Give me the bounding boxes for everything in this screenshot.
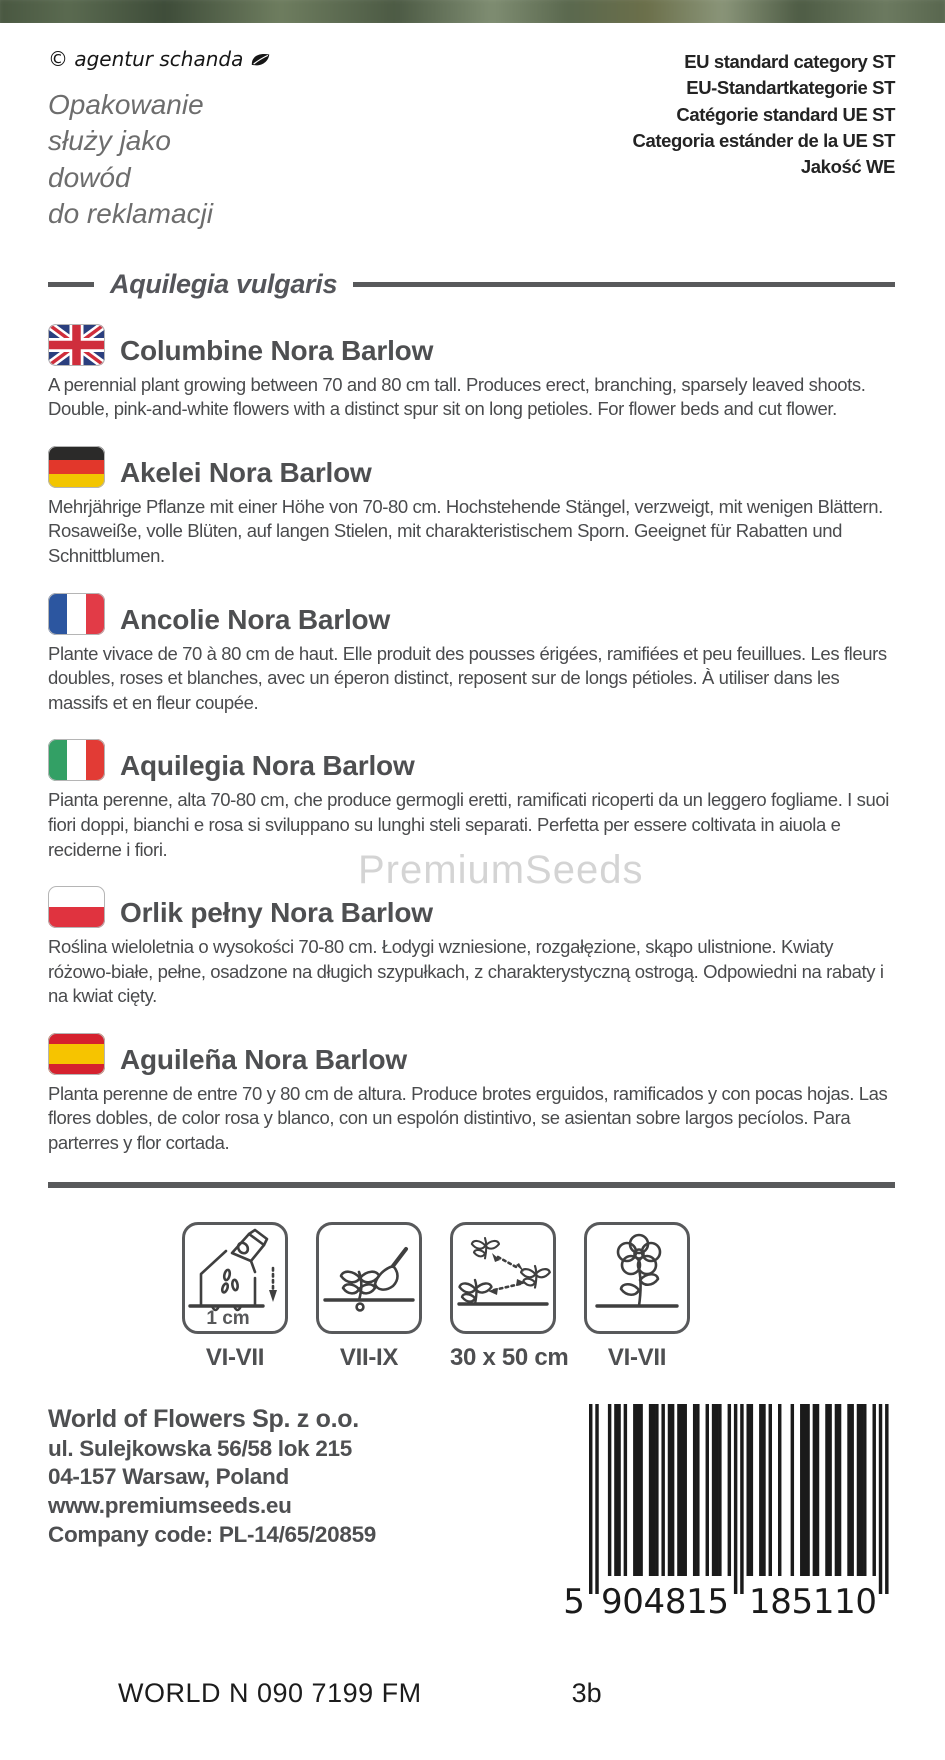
language-section [48, 886, 895, 1009]
claim-line: dowód [48, 161, 131, 193]
section-heading: Aguileña Nora Barlow [120, 1043, 407, 1075]
planting-out-icon [316, 1222, 422, 1334]
top-photo-strip-blur [0, 0, 945, 23]
pictogram-row [182, 1222, 895, 1372]
section-header [48, 1033, 895, 1075]
company-address-block [48, 1404, 376, 1550]
de-flag-icon [48, 446, 105, 488]
pictogram-cell [182, 1222, 288, 1372]
company-address-line: www.premiumseeds.eu [48, 1493, 292, 1519]
footer-row [118, 1678, 602, 1709]
pl-flag-icon [48, 886, 105, 928]
pictogram-cell [316, 1222, 422, 1372]
uk-flag-icon [48, 324, 105, 366]
sowing-depth-icon [182, 1222, 288, 1334]
section-divider-bar [48, 1182, 895, 1188]
language-section [48, 446, 895, 569]
company-address-line: Company code: PL-14/65/20859 [48, 1521, 376, 1547]
language-section [48, 324, 895, 422]
section-description: Pianta perenne, alta 70-80 cm, che produce germogli eretti, ramificati ricoperti da un leggero fogliame. I suoi fiori doppi, bianchi e rosa si sviluppano su lunghi steli separati. Perfetta per essere coltivata in aiuola e reciderne i fiori. [48, 789, 889, 860]
company-address-line: 04-157 Warsaw, Poland [48, 1464, 289, 1490]
section-header [48, 446, 895, 488]
copyright-text: © agentur schanda [48, 47, 244, 71]
top-photo-strip [0, 0, 945, 23]
section-heading: Orlik pełny Nora Barlow [120, 897, 433, 929]
pictogram-label: VI-VII [205, 1343, 265, 1371]
eu-category-line: Catégorie standard UE ST [676, 103, 895, 125]
packaging-claim [48, 87, 272, 233]
svg-text:5: 5 [565, 1581, 585, 1618]
eu-category-line: Jakość WE [800, 156, 895, 178]
svg-text:185110: 185110 [749, 1581, 877, 1618]
language-section [48, 1033, 895, 1156]
section-heading: Columbine Nora Barlow [120, 334, 434, 366]
pictogram-cell [450, 1222, 569, 1372]
label-sheet [0, 47, 945, 1618]
section-description: Mehrjährige Pflanze mit einer Höhe von 70-80 cm. Hochstehende Stängel, verzweigt, mit wenigen Blättern. Rosaweiße, volle Blüten, auf langen Stielen, mit charakteristischem Sporn. Geeignet für Rabatten und Schnittblumen. [48, 495, 883, 566]
company-name: World of Flowers Sp. z o.o. [48, 1404, 359, 1433]
company-address-line: ul. Sulejkowska 56/58 lok 215 [48, 1435, 352, 1461]
leaf-logo-icon [250, 51, 272, 68]
header [48, 47, 895, 233]
footer-print-code: WORLD N 090 7199 FM [118, 1678, 422, 1708]
fr-flag-icon [48, 593, 105, 635]
pictogram-label: VII-IX [339, 1343, 399, 1371]
pictogram-label: VI-VII [607, 1343, 667, 1371]
title-rule-right [353, 282, 895, 287]
language-section [48, 739, 895, 862]
section-description: Roślina wieloletnia o wysokości 70-80 cm. Łodygi wzniesione, rozgałęzione, skąpo ulistnione. Kwiaty różowo-białe, pełne, osadzone na długich szypułkach, z charakterystyczną ostrogą. Odpowiedni na rabaty i na kwiat cięty. [48, 936, 884, 1007]
pictogram-inner-label: 1 cm [206, 1307, 250, 1329]
copyright-line [48, 47, 272, 71]
section-description: A perennial plant growing between 70 and 80 cm tall. Produces erect, branching, sparsely leaved shoots. Double, pink-and-white flowers with a distinct spur sit on long petioles. For flower beds and cut flower. [48, 373, 866, 420]
section-description: Plante vivace de 70 à 80 cm de haut. Elle produit des pousses érigées, ramifiées et peu feuillues. Les fleurs doubles, roses et blanches, avec un éperon distinct, reposent sur de longs pétioles. À utiliser dans les massifs et en fleur coupée. [48, 642, 887, 713]
footer-batch-code: 3b [571, 1678, 602, 1708]
section-header [48, 593, 895, 635]
language-sections [48, 324, 895, 1156]
header-left [48, 47, 272, 233]
section-heading: Ancolie Nora Barlow [120, 603, 391, 635]
section-header [48, 324, 895, 366]
ean13-barcode [565, 1404, 891, 1618]
latin-name-row [48, 269, 895, 300]
plant-spacing-icon [450, 1222, 556, 1334]
pictogram-cell [584, 1222, 690, 1372]
eu-category-line: Categoria estánder de la UE ST [632, 129, 895, 151]
claim-line: do reklamacji [48, 198, 213, 230]
language-section [48, 593, 895, 716]
title-rule-left [48, 282, 94, 287]
premiumseeds-watermark: PremiumSeeds [358, 848, 644, 892]
latin-name-title: Aquilegia vulgaris [110, 268, 338, 299]
section-heading: Akelei Nora Barlow [120, 456, 372, 488]
pictogram-label: 30 x 50 cm [450, 1343, 569, 1371]
eu-category-block [632, 49, 895, 233]
es-flag-icon [48, 1033, 105, 1075]
eu-category-line: EU-Standartkategorie ST [686, 77, 895, 99]
claim-line: służy jako [48, 125, 171, 157]
svg-text:904815: 904815 [601, 1581, 729, 1618]
section-header [48, 739, 895, 781]
eu-category-line: EU standard category ST [684, 51, 895, 72]
company-address-lines [48, 1435, 376, 1549]
section-description: Planta perenne de entre 70 y 80 cm de altura. Produce brotes erguidos, ramificados y con pocas hojas. Las flores dobles, de color rosa y blanco, con un espolón distintivo, se asientan sobre largos pecíolos. Para parterres y flor cortada. [48, 1082, 888, 1154]
claim-line: Opakowanie [48, 89, 204, 120]
section-header [48, 886, 895, 928]
it-flag-icon [48, 739, 105, 781]
section-heading: Aquilegia Nora Barlow [120, 750, 415, 782]
bottom-row [48, 1404, 895, 1618]
flowering-icon [584, 1222, 690, 1334]
